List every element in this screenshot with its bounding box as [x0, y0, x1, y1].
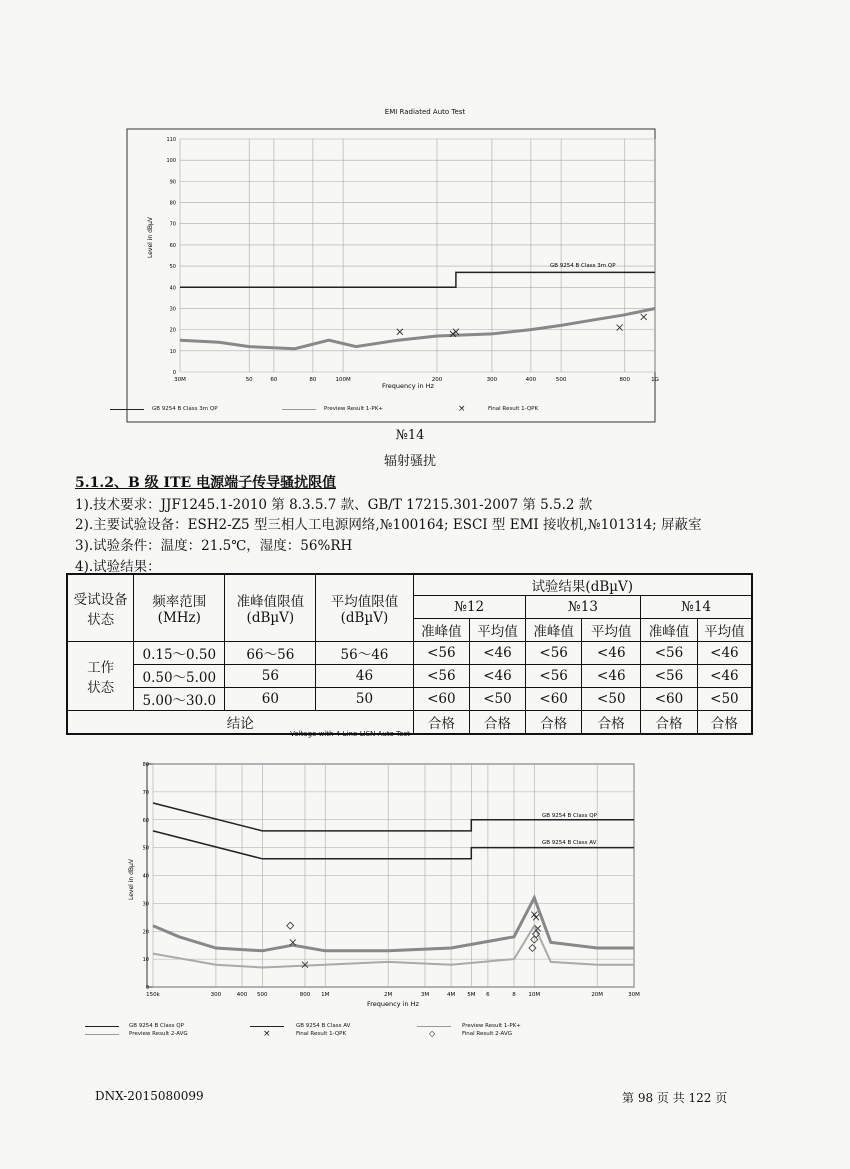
x-tick-label: 300: [210, 992, 222, 998]
chart2-title: Voltage with 4-Line-LISN Auto Test: [290, 730, 410, 738]
y-tick-label: 20: [142, 929, 149, 936]
caption1-text: 辐射骚扰: [383, 454, 436, 469]
chart2-grid: [153, 764, 634, 987]
value-cell: <60: [413, 688, 470, 711]
legend-item: Final Result 1-QPK: [296, 1031, 347, 1037]
x-tick-label: 400: [236, 992, 248, 998]
header-sample: №14: [641, 596, 752, 619]
section-result-label: 4).试验结果：: [75, 559, 161, 575]
result-table: [66, 573, 753, 735]
x-tick-label: 400: [525, 377, 537, 383]
y-tick-label: 10: [169, 348, 176, 355]
y-tick-label: 50: [169, 264, 176, 271]
subheader-av: 平均值: [697, 619, 752, 642]
x-tick-label: 500: [555, 377, 567, 383]
x-tick-label: 1G: [651, 377, 659, 383]
y-tick-label: 60: [142, 817, 149, 824]
section-heading: 5.1.2、B 级 ITE 电源端子传导骚扰限值: [75, 475, 337, 491]
x-tick-label: 30M: [174, 377, 186, 383]
value-cell: <60: [525, 688, 582, 711]
caption1-number: №14: [395, 428, 425, 443]
chart1-title-wrap: [0, 108, 850, 116]
section-requirement: 1).技术要求：JJF1245.1-2010 第 8.3.5.7 款、GB/T 17215.301-2007 第 5.5.2 款: [75, 497, 593, 513]
av-limit-cell: 56～46: [316, 642, 413, 665]
y-tick-label: 50: [142, 845, 149, 852]
chart1-title: EMI Radiated Auto Test: [384, 108, 466, 116]
header-state: 受试设备状态: [67, 574, 134, 642]
freq-cell: 0.15～0.50: [134, 642, 225, 665]
chart2-qp-label: GB 9254 B Class QP: [542, 813, 597, 819]
value-cell: <56: [413, 642, 470, 665]
y-tick-label: 0: [145, 985, 149, 991]
value-cell: <46: [582, 665, 641, 688]
legend-item: Final Result 2-AVG: [462, 1031, 512, 1037]
y-tick-label: 40: [142, 873, 149, 880]
final-avg-marker: [287, 922, 294, 929]
x-tick-label: 5M: [467, 992, 476, 998]
header-freq: 频率范围(MHz): [134, 574, 225, 642]
legend-avg-line: [85, 1034, 119, 1035]
preview-avg-trace: [153, 926, 634, 968]
final-avg-marker: [529, 944, 536, 951]
y-tick-label: 80: [142, 762, 149, 768]
y-tick-label: 10: [142, 957, 149, 964]
x-tick-label: 100M: [335, 377, 351, 383]
header-qp-limit: 准峰值限值(dBµV): [225, 574, 316, 642]
x-tick-label: 80: [309, 377, 317, 383]
conclusion-cell: 合格: [697, 711, 752, 735]
y-tick-label: 70: [169, 221, 176, 228]
x-tick-label: 500: [257, 992, 268, 998]
conclusion-cell: 合格: [413, 711, 470, 735]
legend-item: Final Result 1-QPK: [488, 406, 539, 412]
value-cell: <50: [697, 688, 752, 711]
freq-cell: 5.00～30.0: [134, 688, 225, 711]
footer-page-number: 第 98 页 共 122 页: [622, 1091, 728, 1105]
value-cell: <46: [697, 665, 752, 688]
x-tick-label: 800: [619, 377, 631, 383]
legend-cross-icon: ×: [458, 404, 466, 414]
value-cell: <50: [470, 688, 526, 711]
x-tick-label: 20M: [591, 992, 604, 998]
section-equipment: 2).主要试验设备：ESH2-Z5 型三相人工电源网络,№100164; ESCI 型 EMI 接收机,№101314; 屏蔽室: [75, 517, 702, 533]
final-qpk-marker: [533, 914, 539, 920]
qp-limit-cell: 60: [225, 688, 316, 711]
header-sample: №13: [525, 596, 640, 619]
value-cell: <56: [641, 665, 698, 688]
chart2-title-wrap: [0, 730, 700, 738]
table-row: [67, 688, 752, 711]
table-row: [67, 665, 752, 688]
limit-line: [180, 272, 655, 287]
preview-trace: [180, 309, 655, 349]
x-tick-label: 1M: [321, 992, 330, 998]
value-cell: <46: [697, 642, 752, 665]
legend-item: GB 9254 B Class AV: [296, 1023, 351, 1029]
legend-item: Preview Result 2-AVG: [129, 1031, 188, 1037]
legend-cross-icon: ×: [263, 1029, 271, 1039]
conclusion-label: 结论: [67, 711, 413, 735]
chart1-series: [180, 272, 655, 348]
y-tick-label: 40: [169, 285, 176, 292]
header-sample: №12: [413, 596, 525, 619]
x-tick-label: 3M: [420, 992, 430, 998]
value-cell: <56: [641, 642, 698, 665]
x-tick-label: 150k: [146, 992, 160, 998]
freq-cell: 0.50～5.00: [134, 665, 225, 688]
legend-item: Preview Result 1-PK+: [324, 406, 383, 412]
chart2-ylabel: Level in dBµV: [128, 859, 135, 900]
chart1-frame: [127, 129, 655, 422]
value-cell: <46: [470, 665, 526, 688]
y-tick-label: 20: [169, 327, 176, 334]
conclusion-cell: 合格: [470, 711, 526, 735]
table-row: [67, 642, 752, 665]
legend-item: Preview Result 1-PK+: [462, 1023, 521, 1029]
chart1-xlabel: Frequency in Hz: [382, 382, 434, 390]
x-tick-label: 60: [270, 377, 278, 383]
y-tick-label: 0: [172, 370, 176, 376]
y-tick-label: 110: [166, 137, 176, 143]
y-tick-label: 100: [166, 158, 176, 165]
legend-diamond-icon: ◇: [429, 1029, 436, 1038]
x-tick-label: 50: [245, 377, 253, 383]
x-tick-label: 6: [486, 992, 490, 998]
value-cell: <56: [525, 642, 582, 665]
x-tick-label: 800: [299, 992, 311, 998]
value-cell: <56: [413, 665, 470, 688]
subheader-qp: 准峰值: [413, 619, 470, 642]
legend-item: GB 9254 B Class QP: [129, 1023, 184, 1029]
chart1-limit-label: GB 9254 B Class 3m QP: [550, 263, 616, 269]
x-tick-label: 2M: [384, 992, 393, 998]
chart2-svg: [105, 748, 650, 1018]
legend-item: GB 9254 B Class 3m QP: [152, 406, 218, 412]
value-cell: <56: [525, 665, 582, 688]
x-tick-label: 300: [486, 377, 498, 383]
x-tick-label: 8: [512, 992, 516, 998]
legend-limit-line: [110, 409, 144, 410]
value-cell: <50: [582, 688, 641, 711]
chart2-xlabel: Frequency in Hz: [367, 1000, 419, 1008]
conclusion-cell: 合格: [582, 711, 641, 735]
y-tick-label: 70: [142, 789, 149, 796]
x-tick-label: 200: [431, 377, 443, 383]
chart1-svg: [120, 128, 660, 428]
subheader-qp: 准峰值: [525, 619, 582, 642]
qp-limit-cell: 66～56: [225, 642, 316, 665]
value-cell: <60: [641, 688, 698, 711]
state-cell: 工作状态: [67, 642, 134, 711]
header-test-result: 试验结果(dBµV): [413, 574, 752, 596]
x-tick-label: 10M: [528, 992, 541, 998]
y-tick-label: 60: [169, 242, 176, 249]
final-qpk-marker: [641, 314, 647, 320]
value-cell: <46: [470, 642, 526, 665]
y-tick-label: 80: [169, 200, 176, 207]
chart2-av-label: GB 9254 B Class AV: [542, 840, 597, 846]
y-tick-label: 90: [169, 179, 176, 186]
y-tick-label: 30: [169, 306, 176, 313]
conclusion-cell: 合格: [525, 711, 582, 735]
chart1-ylabel: Level in dBµV: [147, 217, 154, 258]
legend-av-line: [250, 1026, 284, 1027]
header-av-limit: 平均值限值(dBµV): [316, 574, 413, 642]
conclusion-cell: 合格: [641, 711, 698, 735]
chart2-legend: [85, 1021, 685, 1041]
preview-pk-trace: [153, 898, 634, 951]
x-tick-label: 4M: [446, 992, 456, 998]
legend-preview-line: [282, 409, 316, 410]
x-tick-label: 30M: [628, 992, 640, 998]
subheader-qp: 准峰值: [641, 619, 698, 642]
section-conditions: 3).试验条件：温度：21.5℃，湿度：56%RH: [75, 538, 353, 554]
legend-qp-line: [85, 1026, 119, 1027]
footer-doc-number: DNX-2015080099: [95, 1089, 204, 1103]
qp-limit-cell: 56: [225, 665, 316, 688]
chart1-legend: [110, 404, 670, 418]
value-cell: <46: [582, 642, 641, 665]
subheader-av: 平均值: [470, 619, 526, 642]
subheader-av: 平均值: [582, 619, 641, 642]
chart2-series: [153, 803, 634, 968]
av-limit-cell: 46: [316, 665, 413, 688]
av-limit-cell: 50: [316, 688, 413, 711]
legend-pk-line: [417, 1026, 451, 1027]
y-tick-label: 30: [142, 901, 149, 908]
